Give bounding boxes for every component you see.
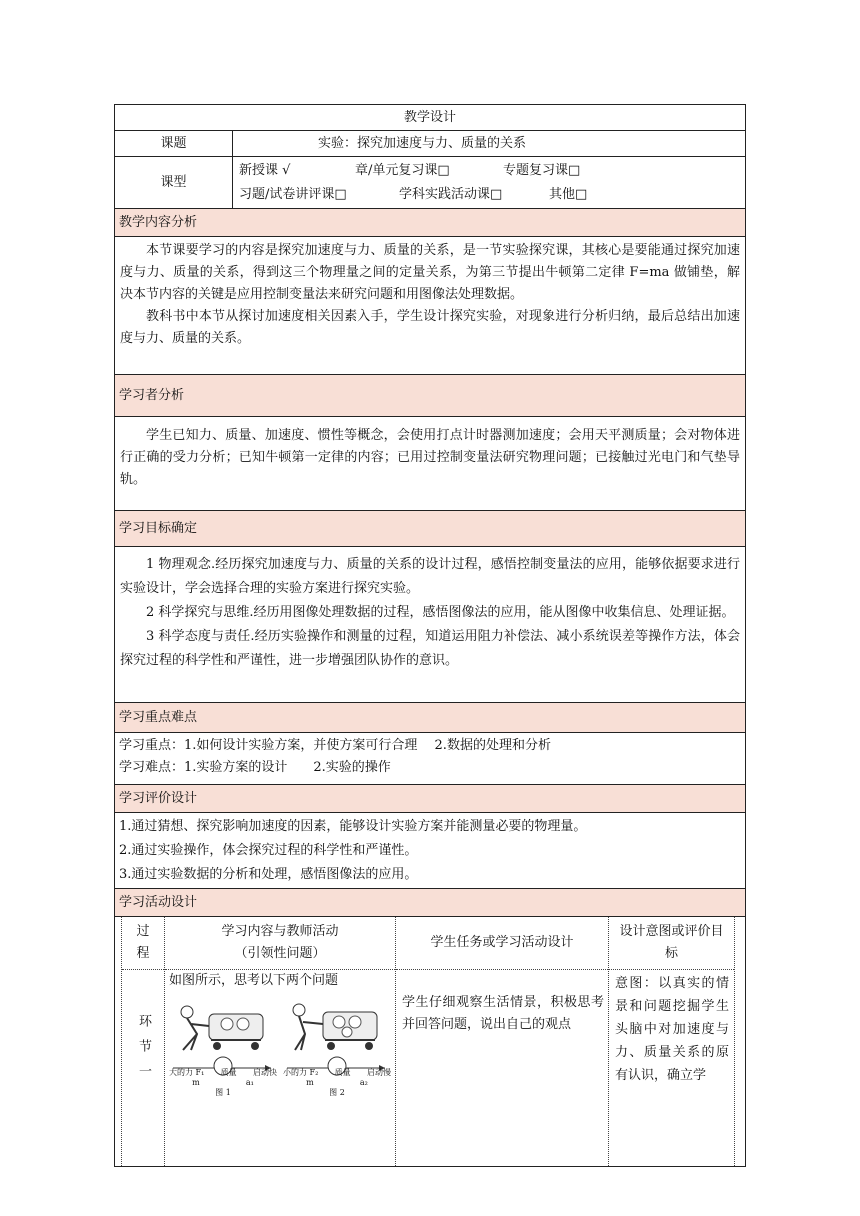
stage-content: 如图所示，思考以下两个问题 [169,973,339,988]
content-analysis-heading: 教学内容分析 [114,208,746,236]
fig1-result: 启动快 [253,1068,277,1077]
type-option-other: 其他□ [549,187,588,202]
lesson-plan-table [114,104,746,1167]
type-option-exercise: 习题/试卷讲评课□ [239,187,347,202]
intent-header: 设计意图或评价目标 [609,917,734,970]
process-header: 过程 [122,917,164,970]
table-title: 教学设计 [114,104,746,130]
type-label: 课型 [115,157,233,208]
process-column [121,917,165,1166]
topic-row [114,130,746,156]
stage-label: 环节一 [136,1014,151,1089]
topic-label: 课题 [115,131,233,156]
intent-cell: 意图：以真实的情景和问题挖掘学生头脑中对加速度与力、质量关系的原有认识，确立学 [615,976,729,1083]
objectives-body [114,546,746,702]
fig2-result: 启动慢 [367,1068,391,1077]
student-task-column [396,917,609,1166]
fig2-mass: 质量 [334,1068,351,1077]
type-option-practice: 学科实践活动课□ [399,187,503,202]
type-option-new: 新授课 √ [239,163,291,178]
type-options [233,157,745,208]
figure-2 [283,1000,391,1098]
stage-cell [122,1014,164,1166]
evaluation-item-1: 1.通过猜想、探究影响加速度的因素，能够设计实验方案并能测量必要的物理量。 [119,819,587,834]
key-difficulty: 学习难点：1.实验方案的设计 2.实验的操作 [119,760,391,775]
content-analysis-p2: 教科书中本节从探讨加速度相关因素入手，学生设计探究实验，对现象进行分析归纳，最后总结出加速度与力、质量的关系。 [120,309,740,346]
key-points-body [114,732,746,784]
fig1-a: a₁ [245,1078,254,1087]
learner-analysis-p1: 学生已知力、质量、加速度、惯性等概念，会使用打点计时器测加速度；会用天平测质量；会对物体进行正确的受力分析；已知牛顿第一定律的内容；已用过控制变量法研究物理问题；已接触过光电门和气垫导轨。 [120,428,740,487]
evaluation-item-3: 3.通过实验数据的分析和处理，感悟图像法的应用。 [119,867,418,882]
evaluation-body [114,812,746,888]
intent-column [609,917,735,1166]
activities-table [114,916,746,1167]
activities-heading: 学习活动设计 [114,888,746,916]
fig2-caption: 图 2 [329,1088,345,1097]
objective-1: 1 物理观念.经历探究加速度与力、质量的关系的设计过程，感悟控制变量法的应用，能够依据要求进行实验设计，学会选择合理的实验方案进行探究实验。 [120,557,740,596]
content-analysis-body [114,236,746,374]
fig1-m: m [192,1078,200,1087]
type-row [114,156,746,208]
key-points-heading: 学习重点难点 [114,702,746,732]
evaluation-item-2: 2.通过实验操作，体会探究过程的科学性和严谨性。 [119,843,418,858]
type-option-topic-review: 专题复习课□ [503,163,581,178]
teacher-activity-header: 学习内容与教师活动 （引领性问题） [165,917,395,970]
teacher-activity-column [165,917,396,1166]
learner-analysis-heading: 学习者分析 [114,374,746,416]
figure-1 [169,1000,277,1098]
objective-3: 3 科学态度与责任.经历实验操作和测量的过程，知道运用阻力补偿法、减小系统误差等操作方法，体会探究过程的科学性和严谨性，进一步增强团队协作的意识。 [120,629,740,668]
fig2-a: a₂ [359,1078,368,1087]
evaluation-heading: 学习评价设计 [114,784,746,812]
topic-value: 实验：探究加速度与力、质量的关系 [318,136,527,151]
objectives-heading: 学习目标确定 [114,510,746,546]
learner-analysis-body [114,416,746,510]
key-focus: 学习重点：1.如何设计实验方案，并使方案可行合理 2.数据的处理和分析 [119,738,551,753]
type-option-chapter-review: 章/单元复习课□ [355,163,450,178]
fig1-mass: 质量 [220,1068,237,1077]
objective-2: 2 科学探究与思维.经历用图像处理数据的过程，感悟图像法的应用，能从图像中收集信息、处理证据。 [146,605,735,620]
fig1-caption: 图 1 [215,1088,231,1097]
fig2-force: 小的力 F₂ [283,1068,319,1077]
fig2-m: m [306,1078,314,1087]
student-task-cell: 学生仔细观察生活情景，积极思考并回答问题，说出自己的观点 [402,995,604,1032]
teacher-activity-cell [165,970,395,1122]
fig1-force: 大的力 F₁ [169,1068,205,1077]
student-task-header: 学生任务或学习活动设计 [396,917,608,970]
content-analysis-p1: 本节课要学习的内容是探究加速度与力、质量的关系，是一节实验探究课，其核心是要能通过探究加速度与力、质量的关系，得到这三个物理量之间的定量关系，为第三节提出牛顿第二定律 F=ma 做铺垫，解决本节内容的关键是应用控制变量法来研究问题和用图像法处理数据。 [120,243,740,302]
illustration-figures [169,1000,391,1098]
